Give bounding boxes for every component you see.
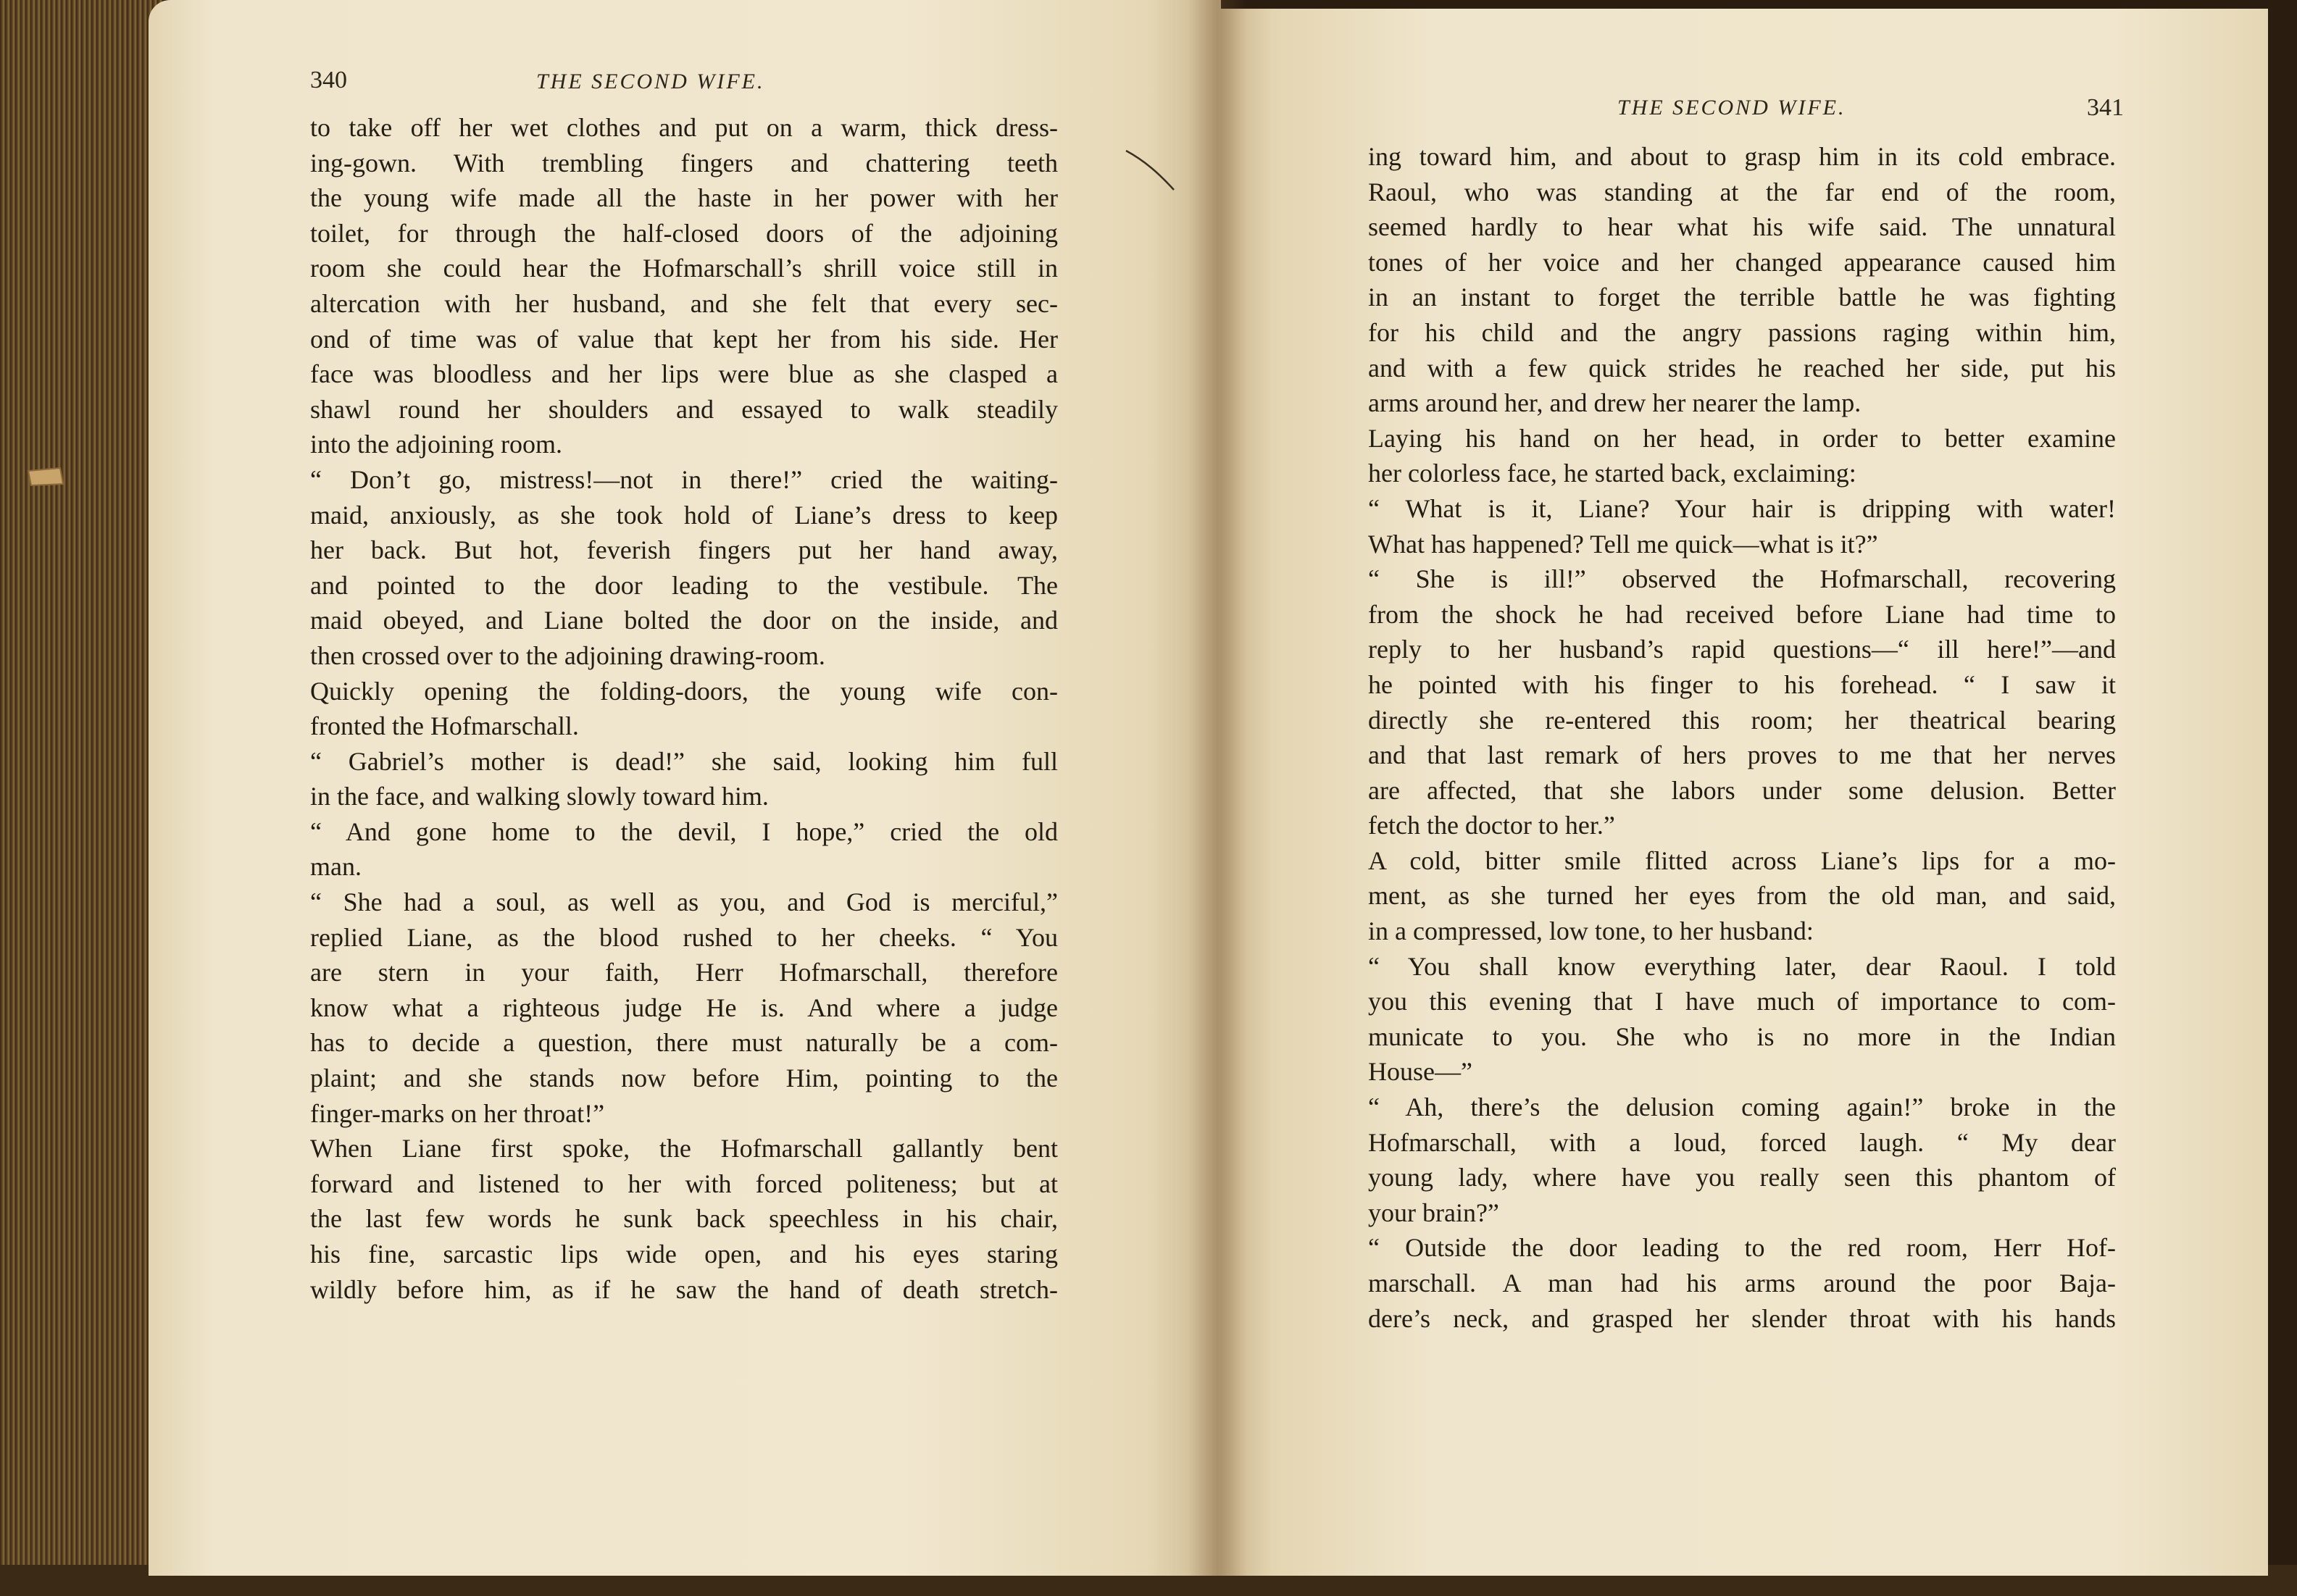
text-line: fetch the doctor to her.” bbox=[1368, 811, 1615, 840]
text-line: maid obeyed, and Liane bolted the door on the inside, and bbox=[310, 606, 1058, 635]
text-line: ment, as she turned her eyes from the old man, and said, bbox=[1368, 881, 2116, 911]
text-line: then crossed over to the adjoining drawing-room. bbox=[310, 640, 825, 670]
text-line: to take off her wet clothes and put on a warm, thick dress- bbox=[310, 113, 1058, 142]
text-line: plaint; and she stands now before Him, pointing to the bbox=[310, 1064, 1058, 1093]
text-line: in the face, and walking slowly toward him. bbox=[310, 782, 769, 811]
text-line: tones of her voice and her changed appearance caused him bbox=[1368, 247, 2116, 277]
page-edges bbox=[0, 0, 163, 1596]
text-line: the young wife made all the haste in her power with her bbox=[310, 183, 1058, 213]
text-line: are affected, that she labors under some delusion. Better bbox=[1368, 775, 2116, 805]
text-line: know what a righteous judge He is. And where a judge bbox=[310, 993, 1058, 1022]
text-line: ing-gown. With trembling fingers and chattering teeth bbox=[310, 148, 1058, 177]
text-line: and pointed to the door leading to the vestibule. The bbox=[310, 570, 1058, 600]
text-line: and with a few quick strides he reached her side, put his bbox=[1368, 353, 2116, 383]
text-line: into the adjoining room. bbox=[310, 430, 562, 459]
text-line: replied Liane, as the blood rushed to her cheeks. “ You bbox=[310, 922, 1058, 952]
right-page-number: 341 bbox=[2087, 94, 2124, 121]
text-line: her colorless face, he started back, exclaiming: bbox=[1368, 459, 1856, 488]
pencil-mark-icon bbox=[1123, 145, 1181, 203]
text-line: “ Don’t go, mistress!—not in there!” cried the waiting- bbox=[310, 464, 1058, 494]
text-line: “ She is ill!” observed the Hofmarschall, recovering bbox=[1368, 564, 2116, 594]
text-line: finger-marks on her throat!” bbox=[310, 1098, 605, 1128]
text-line: “ She had a soul, as well as you, and God is merciful,” bbox=[310, 887, 1058, 917]
text-line: Quickly opening the folding-doors, the young wife con- bbox=[310, 676, 1058, 706]
text-line: fronted the Hofmarschall. bbox=[310, 711, 579, 741]
text-line: “ Ah, there’s the delusion coming again!” broke in the bbox=[1368, 1092, 2116, 1122]
text-line: ond of time was of value that kept her from his side. Her bbox=[310, 324, 1058, 354]
text-line: altercation with her husband, and she felt that every sec- bbox=[310, 288, 1058, 318]
text-line: House—” bbox=[1368, 1057, 1472, 1087]
text-line: What has happened? Tell me quick—what is it?” bbox=[1368, 529, 1878, 559]
text-line: has to decide a question, there must naturally be a com- bbox=[310, 1028, 1058, 1058]
text-line: “ What is it, Liane? Your hair is dripping with water! bbox=[1368, 493, 2116, 523]
text-line: her back. But hot, feverish fingers put her hand away, bbox=[310, 535, 1058, 565]
text-line: room she could hear the Hofmarschall’s shrill voice still in bbox=[310, 254, 1058, 283]
left-running-head: THE SECOND WIFE. bbox=[536, 70, 765, 93]
text-line: arms around her, and drew her nearer the lamp. bbox=[1368, 388, 1862, 418]
text-line: young lady, where have you really seen this phantom of bbox=[1368, 1163, 2116, 1192]
text-line: wildly before him, as if he saw the hand of death stretch- bbox=[310, 1274, 1058, 1304]
text-line: face was bloodless and her lips were blue as she clasped a bbox=[310, 359, 1058, 389]
text-line: toilet, for through the half-closed doors of the adjoining bbox=[310, 218, 1058, 248]
text-line: in an instant to forget the terrible battle he was fighting bbox=[1368, 283, 2116, 312]
book-gutter bbox=[1188, 0, 1246, 1576]
text-line: man. bbox=[310, 852, 362, 882]
text-line: maid, anxiously, as she took hold of Liane’s dress to keep bbox=[310, 500, 1058, 530]
text-line: he pointed with his finger to his forehead. “ I saw it bbox=[1368, 669, 2116, 699]
text-line: ing toward him, and about to grasp him in its cold embrace. bbox=[1368, 142, 2116, 171]
text-line: in a compressed, low tone, to her husband: bbox=[1368, 916, 1814, 946]
text-line: A cold, bitter smile flitted across Liane’s lips for a mo- bbox=[1368, 845, 2116, 875]
text-line: Hofmarschall, with a loud, forced laugh. “ My dear bbox=[1368, 1127, 2116, 1157]
text-line: “ And gone home to the devil, I hope,” cried the old bbox=[310, 816, 1058, 846]
left-page-body bbox=[310, 110, 1058, 1307]
text-line: reply to her husband’s rapid questions—“ ill here!”—and bbox=[1368, 635, 2116, 664]
text-line: “ You shall know everything later, dear Raoul. I told bbox=[1368, 951, 2116, 981]
text-line: and that last remark of hers proves to me that her nerves bbox=[1368, 740, 2116, 770]
text-line: you this evening that I have much of importance to com- bbox=[1368, 987, 2116, 1016]
text-line: for his child and the angry passions raging within him, bbox=[1368, 317, 2116, 347]
text-line: marschall. A man had his arms around the poor Baja- bbox=[1368, 1269, 2116, 1298]
right-page-body bbox=[1368, 139, 2116, 1336]
text-line: forward and listened to her with forced politeness; but at bbox=[310, 1169, 1058, 1198]
text-line: shawl round her shoulders and essayed to walk steadily bbox=[310, 394, 1058, 424]
text-line: the last few words he sunk back speechless in his chair, bbox=[310, 1204, 1058, 1234]
text-line: from the shock he had received before Liane had time to bbox=[1368, 599, 2116, 629]
text-line: Laying his hand on her head, in order to better examine bbox=[1368, 423, 2116, 453]
text-line: municate to you. She who is no more in the Indian bbox=[1368, 1021, 2116, 1051]
paper-tab-icon bbox=[25, 464, 69, 493]
text-line: are stern in your faith, Herr Hofmarschall, therefore bbox=[310, 958, 1058, 987]
left-page-number: 340 bbox=[310, 67, 347, 93]
text-line: dere’s neck, and grasped her slender throat with his hands bbox=[1368, 1303, 2116, 1333]
text-line: his fine, sarcastic lips wide open, and his eyes staring bbox=[310, 1240, 1058, 1269]
text-line: seemed hardly to hear what his wife said. The unnatural bbox=[1368, 212, 2116, 242]
right-running-head: THE SECOND WIFE. bbox=[1617, 96, 1846, 120]
text-line: your brain?” bbox=[1368, 1198, 1499, 1227]
text-line: directly she re-entered this room; her theatrical bearing bbox=[1368, 705, 2116, 735]
text-line: “ Gabriel’s mother is dead!” she said, looking him full bbox=[310, 746, 1058, 776]
text-line: When Liane first spoke, the Hofmarschall gallantly bent bbox=[310, 1134, 1058, 1163]
text-line: Raoul, who was standing at the far end of the room, bbox=[1368, 177, 2116, 206]
text-line: “ Outside the door leading to the red room, Herr Hof- bbox=[1368, 1233, 2116, 1263]
